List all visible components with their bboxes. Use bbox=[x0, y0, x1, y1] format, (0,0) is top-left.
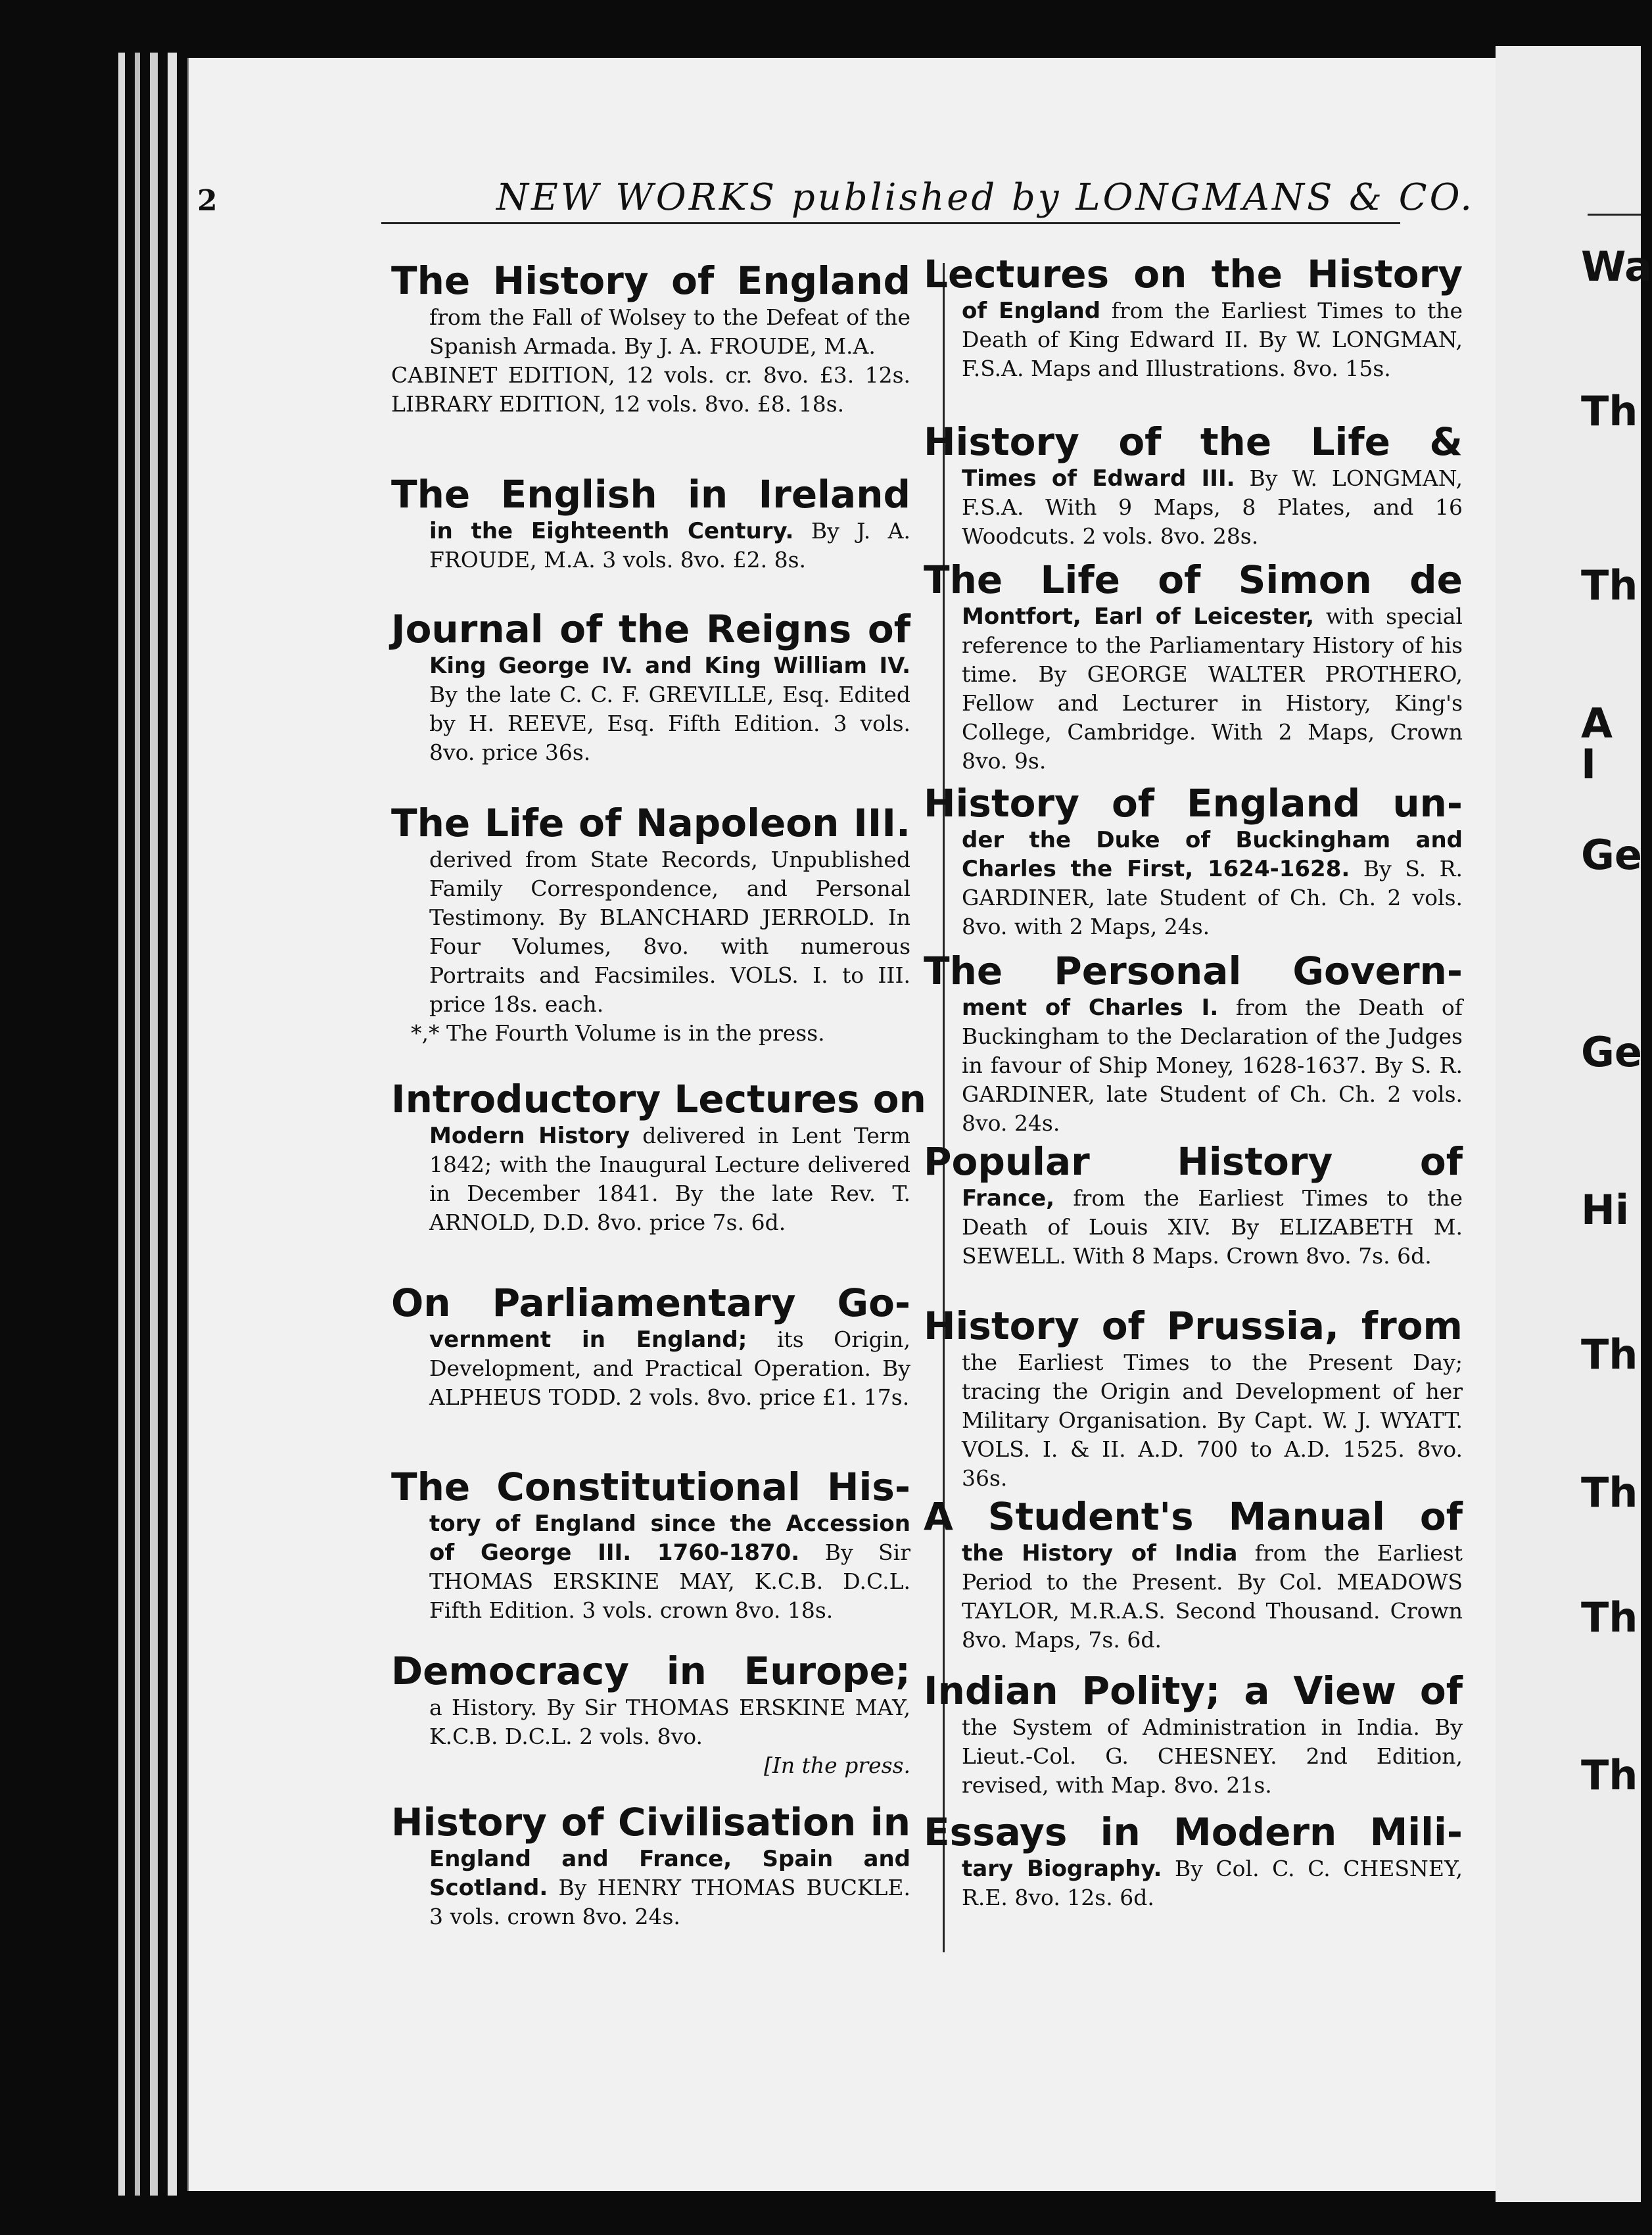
entry-body: from the Death of Buckingham to the Declaration of the Judges in favour of Ship Money, 1628-1637. By S. R. GARDINER, late Student of Ch. Ch. 2 vols. 8vo. 24s. bbox=[962, 995, 1463, 1136]
entry-heading: The Life of Simon de bbox=[924, 557, 1463, 602]
entry-subtitle: Modern History bbox=[429, 1123, 630, 1149]
head-rule bbox=[381, 222, 1400, 224]
entry-heading: The Constitutional His- bbox=[391, 1465, 910, 1509]
entry-heading: Lectures on the History bbox=[924, 252, 1463, 296]
entry-body: By the late C. C. F. GREVILLE, Esq. Edited by H. REEVE, Esq. Fifth Edition. 3 vols. 8vo. price 36s. bbox=[429, 682, 910, 765]
next-page-fragment: Th bbox=[1581, 1593, 1638, 1641]
entry-body: By HENRY THOMAS BUCKLE. 3 vols. crown 8vo. 24s. bbox=[429, 1875, 910, 1929]
entry-press-note: [In the press. bbox=[764, 1753, 910, 1778]
page-edge bbox=[135, 53, 140, 2196]
entry-heading: Indian Polity; a View of bbox=[924, 1668, 1463, 1713]
next-page-fragment: Th bbox=[1581, 561, 1638, 609]
entry-note: *,* The Fourth Volume is in the press. bbox=[411, 1020, 825, 1046]
entry-body: from the Fall of Wolsey to the Defeat of the Spanish Armada. By J. A. FROUDE, M.A. bbox=[429, 304, 910, 359]
entry-body: derived from State Records, Unpublished Family Correspondence, and Personal Testimony. By BLANCHARD JERROLD. In Four Volumes, 8vo. with numerous Portraits and Facsimiles. VOLS. I. to III. price 18s. each. bbox=[429, 847, 910, 1017]
entry-subtitle: of England bbox=[962, 298, 1101, 324]
entry-body: By Col. C. C. CHESNEY, R.E. 8vo. 12s. 6d. bbox=[962, 1856, 1463, 1910]
entry-heading: The Life of Napoleon III. bbox=[391, 801, 910, 845]
book-entry bbox=[391, 1077, 926, 1237]
entry-heading: History of Prussia, from bbox=[924, 1304, 1463, 1348]
next-page bbox=[1496, 46, 1652, 2202]
next-page-fragment: Wa bbox=[1581, 243, 1652, 291]
page-number: 2 bbox=[197, 184, 220, 218]
next-page-fragment: Ge bbox=[1581, 831, 1642, 879]
book-entry bbox=[924, 253, 1463, 383]
entry-heading: A Student's Manual of bbox=[924, 1494, 1463, 1539]
running-head-title: NEW WORKS published by LONGMANS & CO. bbox=[496, 176, 1475, 219]
entry-heading: Popular History of bbox=[924, 1139, 1463, 1184]
book-entry bbox=[391, 608, 910, 767]
entry-body: By S. R. GARDINER, late Student of Ch. Ch. 2 vols. 8vo. with 2 Maps, 24s. bbox=[962, 856, 1463, 939]
book-entry bbox=[391, 1650, 910, 1780]
entry-heading: The English in Ireland bbox=[391, 472, 910, 517]
book-entry bbox=[391, 1801, 910, 1931]
next-page-fragment: Th bbox=[1581, 1751, 1638, 1799]
running-head bbox=[197, 176, 1475, 229]
page-edge bbox=[118, 53, 125, 2196]
entry-body: the System of Administration in India. By Lieut.-Col. G. CHESNEY. 2nd Edition, revised, with Map. 8vo. 21s. bbox=[962, 1714, 1463, 1798]
entry-subtitle: England and France, Spain and Scotland. bbox=[429, 1846, 910, 1901]
entry-subtitle: tory of England since the Accession of George III. 1760-1870. bbox=[429, 1511, 910, 1566]
entry-subtitle: King George IV. and King William IV. bbox=[429, 653, 910, 679]
entry-heading: The History of England bbox=[391, 258, 910, 303]
book-entry bbox=[924, 1670, 1463, 1800]
entry-heading: On Parliamentary Go- bbox=[391, 1281, 910, 1325]
entry-heading: Essays in Modern Mili- bbox=[924, 1810, 1463, 1854]
next-page-fragment: A I bbox=[1581, 699, 1613, 788]
entry-body: By W. LONGMAN, F.S.A. With 9 Maps, 8 Plates, and 16 Woodcuts. 2 vols. 8vo. 28s. bbox=[962, 465, 1463, 549]
entry-body: the Earliest Times to the Present Day; tracing the Origin and Development of her Military Organisation. By Capt. W. J. WYATT. VOLS. I. & II. A.D. 700 to A.D. 1525. 8vo. 36s. bbox=[962, 1350, 1463, 1491]
book-entry bbox=[924, 421, 1463, 551]
book-entry bbox=[924, 782, 1463, 941]
entry-body: By Sir THOMAS ERSKINE MAY, K.C.B. D.C.L. Fifth Edition. 3 vols. crown 8vo. 18s. bbox=[429, 1540, 910, 1623]
book-entry bbox=[924, 1305, 1463, 1493]
entry-editions: CABINET EDITION, 12 vols. cr. 8vo. £3. 12s. LIBRARY EDITION, 12 vols. 8vo. £8. 18s. bbox=[391, 362, 910, 417]
book-entry bbox=[924, 1811, 1463, 1912]
next-page-rule bbox=[1588, 214, 1641, 216]
book-entry bbox=[391, 802, 910, 1048]
entry-subtitle: France, bbox=[962, 1185, 1055, 1212]
entry-body: with special reference to the Parliamentary History of his time. By GEORGE WALTER PROTHERO, Fellow and Lecturer in History, King's College, Cambridge. With 2 Maps, Crown 8vo. 9s. bbox=[962, 603, 1463, 774]
book-entry bbox=[924, 1141, 1463, 1271]
entry-subtitle: tary Biography. bbox=[962, 1856, 1162, 1882]
entry-subtitle: der the Duke of Buckingham and Charles the First, 1624-1628. bbox=[962, 827, 1463, 882]
book-entry bbox=[924, 1495, 1463, 1655]
page-edge bbox=[168, 53, 177, 2196]
book-entry bbox=[391, 473, 910, 575]
entry-body: from the Earliest Period to the Present. By Col. MEADOWS TAYLOR, M.R.A.S. Second Thousand. Crown 8vo. Maps, 7s. 6d. bbox=[962, 1540, 1463, 1653]
entry-subtitle: vernment in England; bbox=[429, 1327, 747, 1353]
entry-subtitle: in the Eighteenth Century. bbox=[429, 518, 794, 544]
entry-heading: History of England un- bbox=[924, 781, 1463, 826]
next-page-fragment: Th bbox=[1581, 387, 1638, 435]
entry-body: from the Earliest Times to the Death of Louis XIV. By ELIZABETH M. SEWELL. With 8 Maps. Crown 8vo. 7s. 6d. bbox=[962, 1185, 1463, 1269]
entry-subtitle: the History of India bbox=[962, 1540, 1238, 1566]
entry-heading: History of Civilisation in bbox=[391, 1800, 910, 1845]
entry-heading: Introductory Lectures on bbox=[391, 1077, 926, 1121]
next-page-fragment: Th bbox=[1581, 1330, 1638, 1378]
entry-subtitle: ment of Charles I. bbox=[962, 995, 1219, 1021]
book-entry bbox=[924, 559, 1463, 776]
entry-heading: Journal of the Reigns of bbox=[391, 607, 910, 651]
entry-heading: Democracy in Europe; bbox=[391, 1649, 910, 1693]
next-page-fragment: Th bbox=[1581, 1469, 1638, 1517]
page-edge bbox=[150, 53, 158, 2196]
entry-body: By J. A. FROUDE, M.A. 3 vols. 8vo. £2. 8s. bbox=[429, 518, 910, 573]
book-entry bbox=[391, 1466, 910, 1625]
next-page-fragment: Ge bbox=[1581, 1028, 1642, 1076]
entry-subtitle: Montfort, Earl of Leicester, bbox=[962, 603, 1315, 630]
entry-body: from the Earliest Times to the Death of King Edward II. By W. LONGMAN, F.S.A. Maps and Illustrations. 8vo. 15s. bbox=[962, 298, 1463, 381]
book-entry bbox=[391, 1282, 910, 1412]
book-entry bbox=[924, 950, 1463, 1138]
entry-heading: History of the Life & bbox=[924, 419, 1463, 464]
entry-body: delivered in Lent Term 1842; with the Inaugural Lecture delivered in December 1841. By the late Rev. T. ARNOLD, D.D. 8vo. price 7s. 6d. bbox=[429, 1123, 910, 1235]
entry-body: a History. By Sir THOMAS ERSKINE MAY, K.C.B. D.C.L. 2 vols. 8vo. bbox=[429, 1695, 910, 1749]
entry-heading: The Personal Govern- bbox=[924, 949, 1463, 993]
next-page-fragment: Hi bbox=[1581, 1186, 1630, 1234]
book-entry bbox=[391, 260, 910, 419]
entry-body: its Origin, Development, and Practical Operation. By ALPHEUS TODD. 2 vols. 8vo. price £1. 17s. bbox=[429, 1327, 910, 1410]
entry-subtitle: Times of Edward III. bbox=[962, 465, 1235, 492]
